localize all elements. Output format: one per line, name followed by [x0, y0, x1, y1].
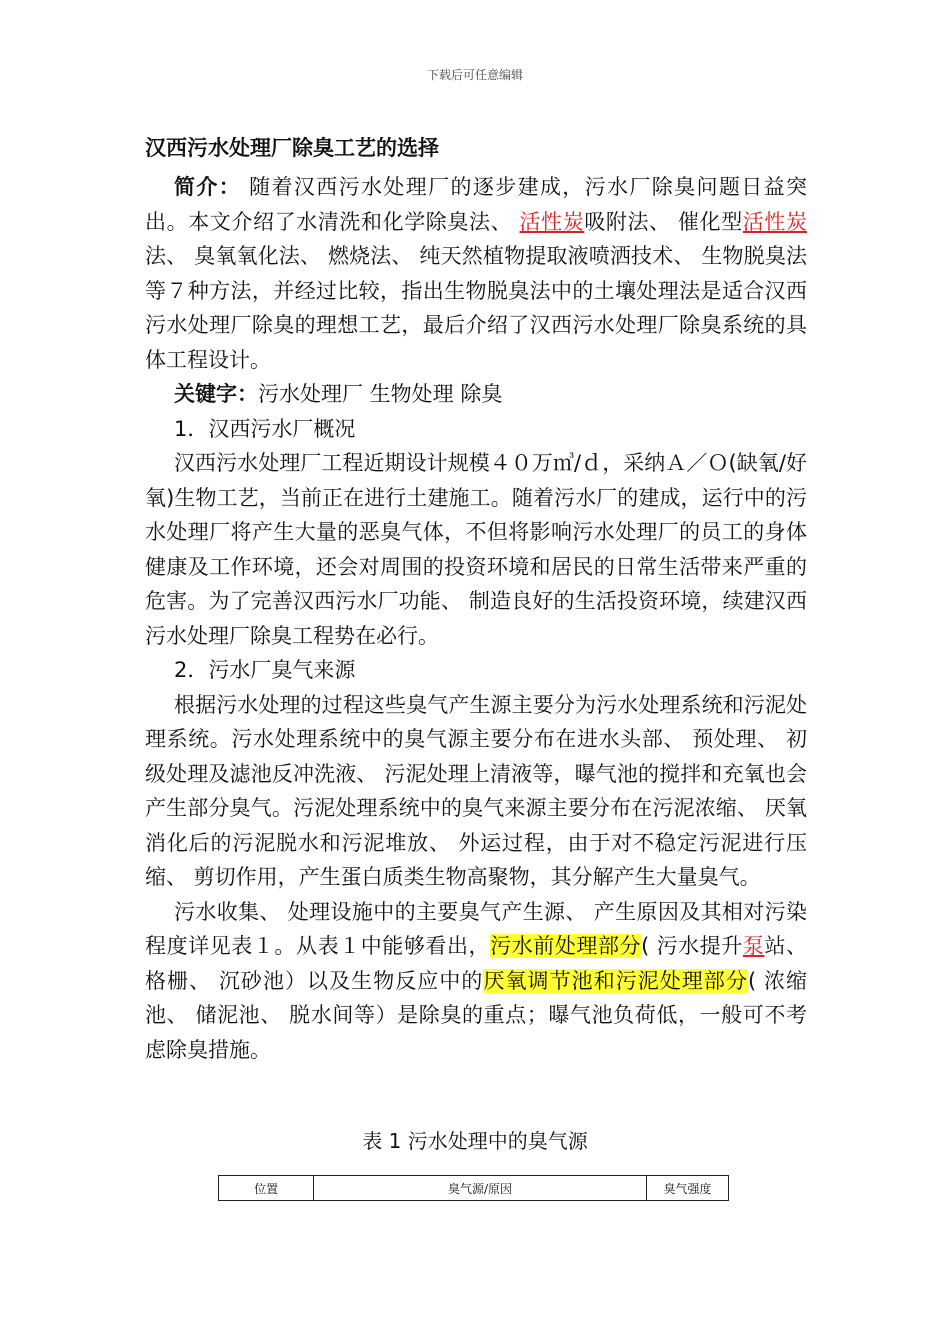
highlight-anaerobic-sludge: 厌氧调节池和污泥处理部分 — [483, 968, 749, 993]
table-header-row — [219, 1176, 729, 1201]
para2-text-2: ( 污水提升 — [641, 934, 743, 958]
header-intensity: 臭气强度 — [647, 1176, 729, 1201]
highlight-pretreatment: 污水前处理部分 — [490, 934, 642, 958]
intro-paragraph — [145, 170, 807, 377]
section-2-paragraph-1: 根据污水处理的过程这些臭气产生源主要分为污水处理系统和污泥处理系统。污水处理系统中的臭气源主要分布在进水头部、 预处理、 初级处理及滤池反冲洗液、 污泥处理上清液等，曝气池的搅拌和充氧也会产生部分臭气。污泥处理系统中的臭气来源主要分布在污泥浓缩、 厌氧消化后的污泥脱水和污泥堆放、 外运过程，由于对不稳定污泥进行压缩、 剪切作用，产生蛋白质类生物高聚物，其分解产生大量臭气。 — [145, 692, 807, 889]
intro-text-1: 随着汉西污水处理厂的逐步建成，污水厂除臭问题日益突出。本文介绍了水清洗和化学除臭法、 — [145, 175, 807, 234]
keywords-line — [145, 377, 807, 412]
document-body — [145, 170, 807, 1067]
para2-text-4: ( 浓缩池、 储泥池、 脱水间等）是除臭的重点；曝气池负荷低，一般可不考虑除臭措施。 — [145, 968, 807, 1062]
activated-carbon-link-2[interactable]: 活性炭 — [742, 209, 807, 234]
intro-text-3: 法、 臭氧氧化法、 燃烧法、 纯天然植物提取液喷洒技术、 生物脱臭法等７种方法，并经过比较，指出生物脱臭法中的土壤处理法是适合汉西污水处理厂除臭的理想工艺，最后介绍了汉西污水处理厂除臭系统的具体工程设计。 — [145, 244, 807, 372]
section-2-paragraph-2 — [145, 895, 807, 1068]
table-caption: 表 1 污水处理中的臭气源 — [362, 1129, 588, 1153]
para2-text-1: 污水收集、 处理设施中的主要臭气产生源、 产生原因及其相对污染程度详见表１。从表１中能够看出， — [145, 899, 807, 958]
header-source: 臭气源/原因 — [314, 1176, 647, 1201]
document-title: 汉西污水处理厂除臭工艺的选择 — [145, 136, 439, 160]
section-1-paragraph: 汉西污水处理厂工程近期设计规模４０万㎥/ｄ，采纳Ａ／Ｏ(缺氧/好氧)生物工艺，当前正在进行土建施工。随着污水厂的建成，运行中的污水处理厂将产生大量的恶臭气体，不但将影响污水处理厂的员工的身体健康及工作环境，还会对周围的投资环境和居民的日常生活带来严重的危害。为了完善汉西污水厂功能、 制造良好的生活投资环境，续建汉西污水处理厂除臭工程势在必行。 — [145, 451, 807, 648]
odor-source-table — [218, 1175, 729, 1201]
keywords-text: 污水处理厂 生物处理 除臭 — [258, 382, 503, 406]
keywords-label: 关键字： — [174, 382, 258, 406]
activated-carbon-link-1[interactable]: 活性炭 — [519, 209, 585, 234]
page-header: 下载后可任意编辑 — [426, 68, 523, 82]
section-1-heading: 1．汉西污水厂概况 — [174, 416, 356, 441]
section-2-heading: 2．污水厂臭气来源 — [174, 658, 356, 682]
para2-text-3: 站、 格栅、 沉砂池）以及生物反应中的 — [145, 934, 808, 993]
intro-label: 简介： — [174, 175, 242, 199]
intro-text-2: 吸附法、 催化型 — [584, 209, 743, 234]
pump-link[interactable]: 泵 — [742, 934, 765, 958]
header-location: 位置 — [219, 1176, 314, 1201]
